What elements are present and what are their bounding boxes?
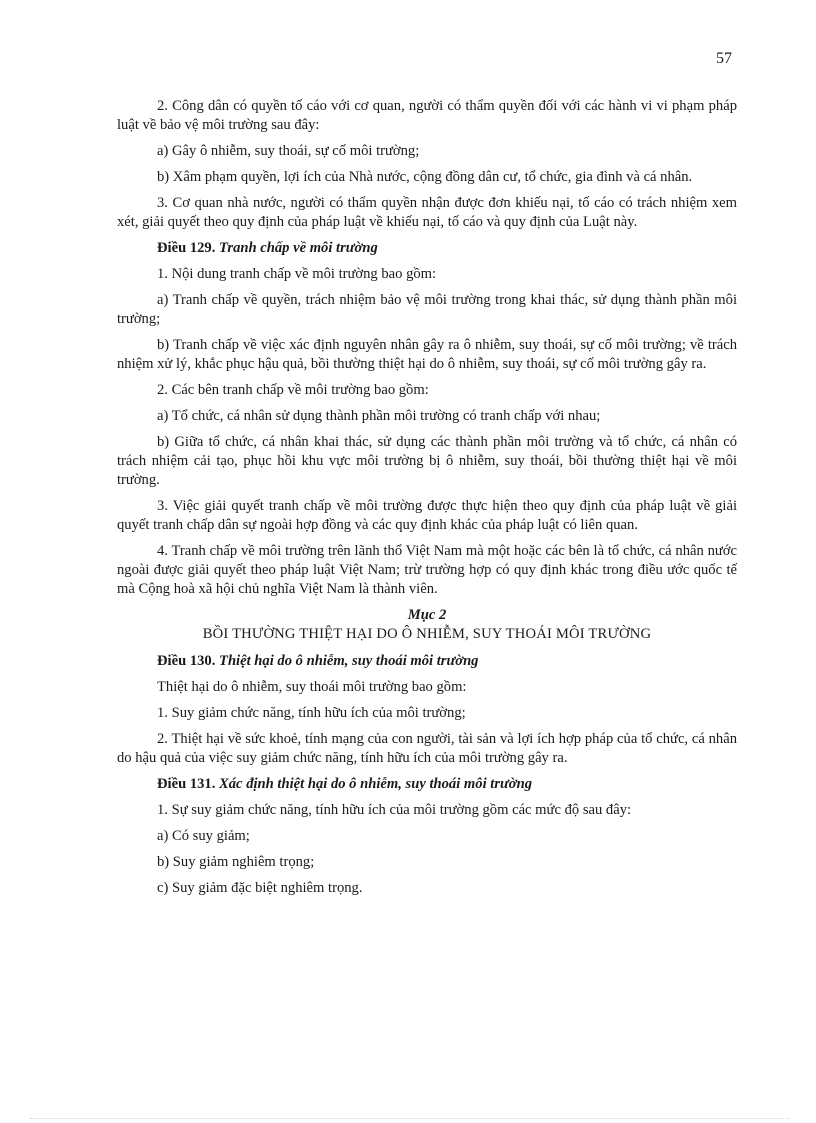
paragraph: b) Giữa tổ chức, cá nhân khai thác, sử dụng các thành phần môi trường và tổ chức, cá nhân có trách nhiệm cải tạo, phục hồi khu vực môi trường bị ô nhiễm, suy thoái, bồi thường thiệt hại về môi trường. — [117, 434, 737, 488]
paragraph: b) Xâm phạm quyền, lợi ích của Nhà nước, cộng đồng dân cư, tổ chức, gia đình và cá nhân. — [157, 169, 693, 185]
article-number: Điều 129. — [157, 240, 216, 256]
paragraph: 3. Việc giải quyết tranh chấp về môi trường được thực hiện theo quy định của pháp luật về giải quyết tranh chấp dân sự ngoài hợp đồng và các quy định khác của pháp luật có liên quan. — [117, 498, 737, 533]
paragraph: 4. Tranh chấp về môi trường trên lãnh thổ Việt Nam mà một hoặc các bên là tổ chức, cá nhân nước ngoài được giải quyết theo pháp luật Việt Nam; trừ trường hợp có quy định khác trong điều ước quốc tế mà Cộng hoà xã hội chủ nghĩa Việt Nam là thành viên. — [117, 543, 737, 597]
article-heading-129 — [117, 239, 737, 258]
paragraph: 2. Thiệt hại về sức khoẻ, tính mạng của con người, tài sản và lợi ích hợp pháp của tổ chức, cá nhân do hậu quả của việc suy giảm chức năng, tính hữu ích của môi trường gây ra. — [117, 731, 737, 766]
paragraph: a) Tổ chức, cá nhân sử dụng thành phần môi trường có tranh chấp với nhau; — [157, 408, 601, 424]
article-heading-131 — [117, 775, 737, 794]
article-title: Thiệt hại do ô nhiễm, suy thoái môi trường — [219, 653, 479, 669]
paragraph: a) Có suy giảm; — [157, 828, 250, 844]
page-number: 57 — [716, 50, 732, 67]
section-label: Mục 2 — [407, 607, 447, 623]
article-number: Điều 130. — [157, 653, 216, 669]
paragraph: 2. Công dân có quyền tố cáo với cơ quan, người có thẩm quyền đối với các hành vi vi phạm pháp luật về bảo vệ môi trường sau đây: — [117, 98, 737, 133]
article-number: Điều 131. — [157, 776, 216, 792]
paragraph: b) Suy giảm nghiêm trọng; — [157, 854, 315, 870]
section-title: BỒI THƯỜNG THIỆT HẠI DO Ô NHIỄM, SUY THOÁI MÔI TRƯỜNG — [202, 626, 652, 642]
paragraph: 1. Suy giảm chức năng, tính hữu ích của môi trường; — [157, 705, 466, 721]
bottom-divider — [30, 1118, 790, 1119]
paragraph: 3. Cơ quan nhà nước, người có thẩm quyền nhận được đơn khiếu nại, tố cáo có trách nhiệm xem xét, giải quyết theo quy định của pháp luật về khiếu nại, tố cáo và quy định của Luật này. — [117, 195, 737, 230]
article-heading-130 — [117, 652, 737, 671]
document-body — [117, 97, 737, 905]
paragraph: b) Tranh chấp về việc xác định nguyên nhân gây ra ô nhiễm, suy thoái, sự cố môi trường; về trách nhiệm xử lý, khắc phục hậu quả, bồi thường thiệt hại do ô nhiễm, suy thoái, sự cố môi trường gây ra. — [117, 337, 737, 372]
paragraph: 1. Nội dung tranh chấp về môi trường bao gồm: — [157, 266, 437, 282]
article-title: Tranh chấp về môi trường — [219, 240, 378, 256]
article-title: Xác định thiệt hại do ô nhiễm, suy thoái môi trường — [219, 776, 533, 792]
paragraph: Thiệt hại do ô nhiễm, suy thoái môi trường bao gồm: — [157, 679, 467, 695]
paragraph: c) Suy giảm đặc biệt nghiêm trọng. — [157, 880, 363, 896]
paragraph: a) Gây ô nhiễm, suy thoái, sự cố môi trường; — [157, 143, 420, 159]
paragraph: a) Tranh chấp về quyền, trách nhiệm bảo vệ môi trường trong khai thác, sử dụng thành phần môi trường; — [117, 292, 737, 327]
paragraph: 2. Các bên tranh chấp về môi trường bao gồm: — [157, 382, 429, 398]
paragraph: 1. Sự suy giảm chức năng, tính hữu ích của môi trường gồm các mức độ sau đây: — [157, 802, 632, 818]
